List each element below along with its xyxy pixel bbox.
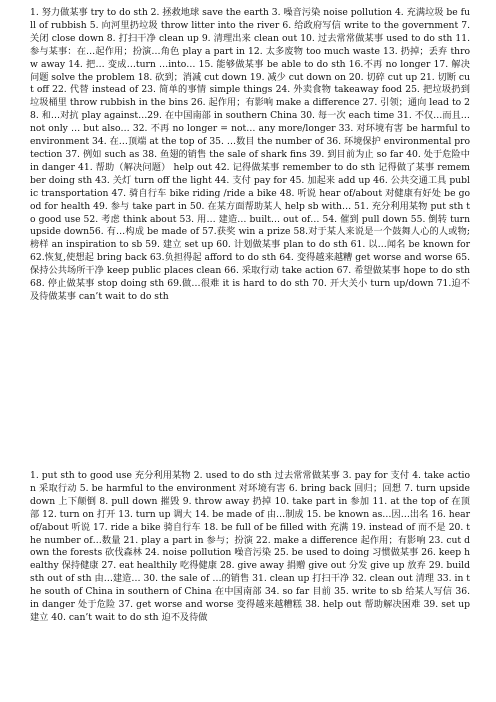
- phrase-list-chinese-english: 1. 努力做某事 try to do sth 2. 拯救地球 save the earth 3. 噪音污染 noise pollution 4. 充满垃圾 be full of rubbish 5. 向河里扔垃圾 throw litter into the river 6. 给政府写信 write to the government 7. 关闭 close down 8. 打扫干净 clean up 9. 清理出来 clean out 10. 过去常常做某事 used to do sth 11. 参与某事：在…起作用；扮演…角色 play a part in 12. 太多废物 too much waste 13. 扔掉；丢弃 throw away 14. 把… 变成…turn …into… 15. 能够做某事 be able to do sth 16.不再 no longer 17. 解决问题 solve the problem 18. 砍到；消减 cut down 19. 减少 cut down on 20. 切碎 cut up 21. 切断 cut off 22. 代替 instead of 23. 简单的事情 simple things 24. 外卖食物 takeaway food 25. 把垃圾扔到垃圾桶里 throw rubbish in the bins 26. 起作用；有影响 make a difference 27. 引领；通向 lead to 28. 和…对抗 play against…29. 在中国南部 in southern China 30. 每一次 each time 31. 不仅…而且…not only … but also… 32. 不再 no longer = not… any more/longer 33. 对环境有害 be harmful to environment 34. 在…顶端 at the top of 35. …数目 the number of 36. 环境保护 environmental protection 37. 例如 such as 38. 鱼翅的销售 the sale of shark fins 39. 到目前为止 so far 40. 处于危险中 in danger 41. 帮助（解决问题） help out 42. 记得做某事 remember to do sth 记得做了某事 remember doing sth 43. 关灯 turn off the light 44. 支付 pay for 45. 加起来 add up 46. 公共交通工具 public transportation 47. 骑自行车 bike riding /ride a bike 48. 听说 hear of/about 对健康有好处 be good for health 49. 参与 take part in 50. 在某方面帮助某人 help sb with… 51. 充分利用某物 put sth to good use 52. 考虑 think about 53. 用… 建造… built… out of… 54. 催到 pull down 55. 倒转 turn upside down56. 有…构成 be made of 57.获奖 win a prize 58.对于某人来说是一个鼓舞人心的人或物;榜样 an inspiration to sb 59. 建立 set up 60. 计划做某事 plan to do sth 61. 以…闻名 be known for 62.恢复,使想起 bring back 63.负担得起 afford to do sth 64. 变得越来越糟 get worse and worse 65. 保持公共场所干净 keep public places clean 66. 采取行动 take action 67. 希望做某事 hope to do sth 68. 停止做某事 stop doing sth 69.做…很难 it is hard to do sth 70. 开大关小 turn up/down 71.迫不及待做某事 can’t wait to do sth: [30, 7, 470, 302]
- phrase-list-english-chinese: 1. put sth to good use 充分利用某物 2. used to do sth 过去常常做某事 3. pay for 支付 4. take action 采取行动 5. be harmful to the environment 对环境有害 6. bring back 回归；回想 7. turn upside down 上下颠倒 8. pull down 摧毁 9. throw away 扔掉 10. take part in 参加 11. at the top of 在顶部 12. turn on 打开 13. turn up 调大 14. be made of 由…制成 15. be known as…因…出名 16. hear of/about 听说 17. ride a bike 骑自行车 18. be full of be filled with 充满 19. instead of 而不是 20. the number of…数量 21. play a part in 参与；扮演 22. make a difference 起作用；有影响 23. cut down the forests 砍伐森林 24. noise pollution 噪音污染 25. be used to doing 习惯做某事 26. keep healthy 保持健康 27. eat healthily 吃得健康 28. give away 捐赠 give out 分发 give up 放弃 29. build sth out of sth 由…建造… 30. the sale of …的销售 31. clean up 打扫干净 32. clean out 清理 33. in the south of China in southern of China 在中国南部 34. so far 目前 35. write to sb 给某人写信 36. in danger 处于危险 37. get worse and worse 变得越来越糟糕 38. help out 帮助解决困难 39. set up 建立 40. can’t wait to do sth 迫不及待做: [30, 470, 470, 623]
